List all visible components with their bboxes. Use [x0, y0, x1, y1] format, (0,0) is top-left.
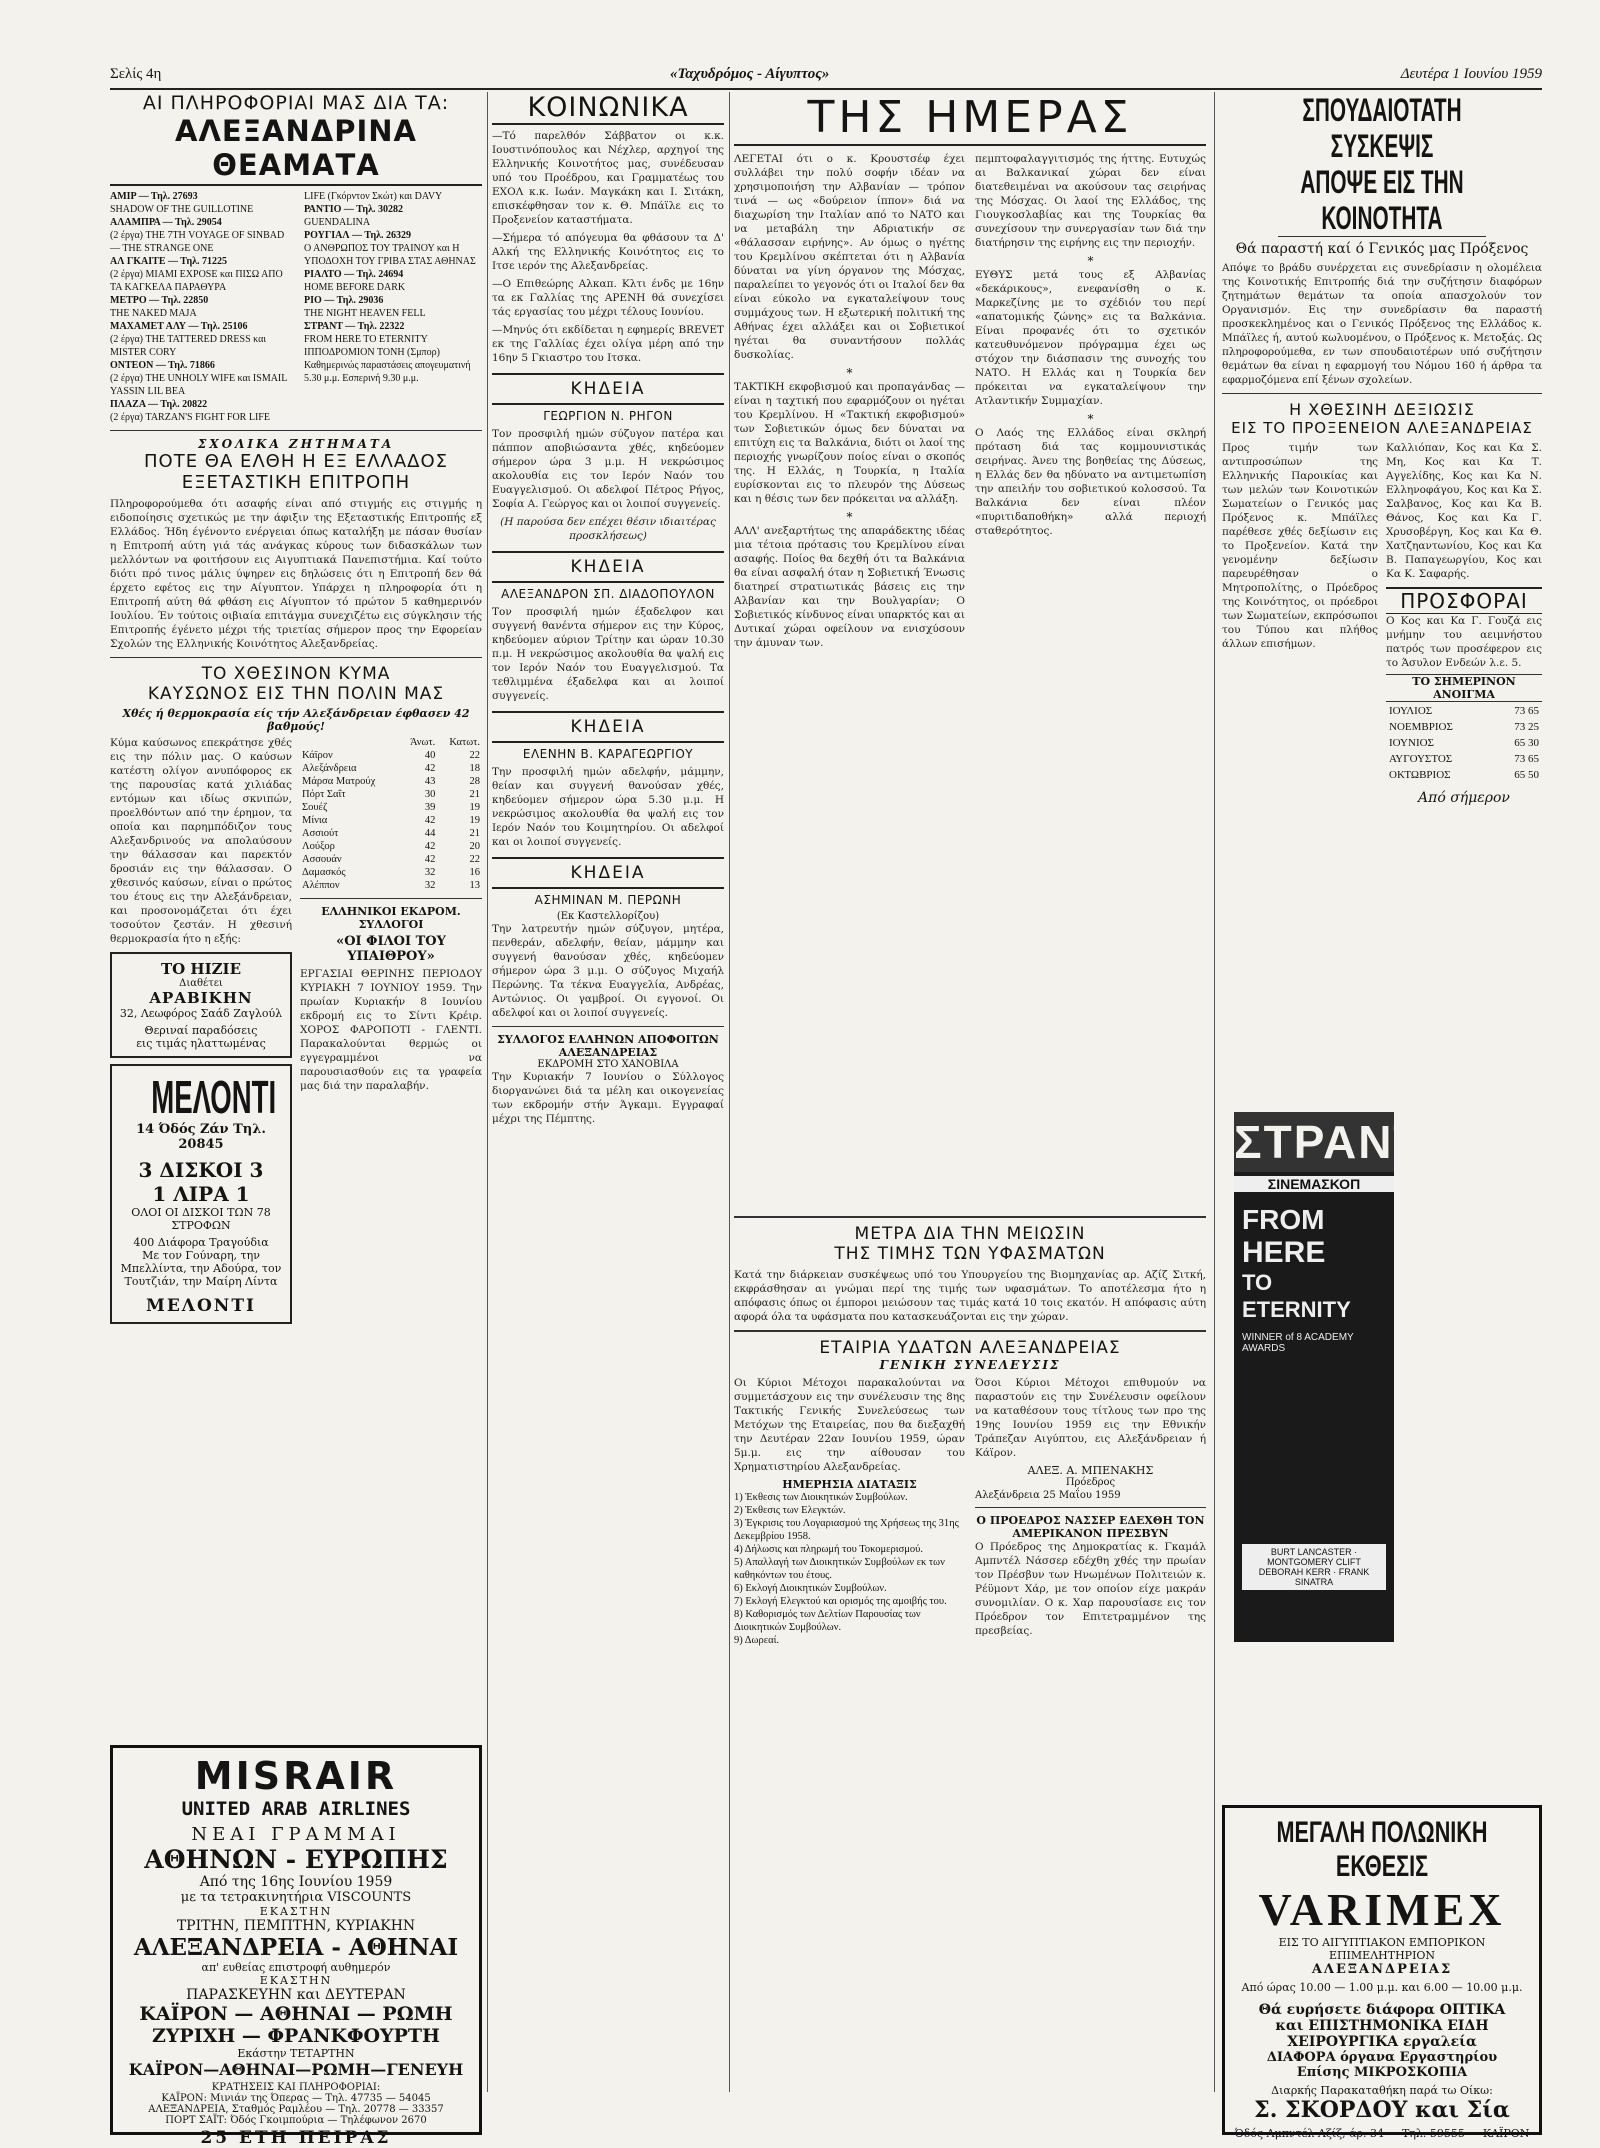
temperature-cell: Αλεξάνδρεια: [302, 763, 357, 774]
paper-name: «Ταχυδρόμος - Αίγυπτος»: [670, 66, 830, 82]
agenda-item: 4) Δήλωσις και πληρωμή του Τοκομερισμού.: [734, 1544, 923, 1555]
day-article: Ο Λαός της Ελλάδος είναι σκληρή πρόταση διά τας κομμουνιστικάς σειρήνας. Άνευ της βοηθείας της Δύσεως, η Ελλάς δεν θα ηδύνατο να αντιμετωπίση την απειλήν του σοβιετικού κολοσσού. Τα Βαλκάνια δεν είναι πλέον «πυριτιδαποθήκη» αλλά περιοχή σταθερότητος.: [975, 427, 1206, 537]
textile-article: Κατά την διάρκειαν συσκέψεως υπό του Υπουργείου της Βιομηχανίας αρ. Αζίζ Σιτκή, εκφράσθησαν αι γνώμαι περί της τιμής των υφασμάτων. Το αποτέλεσμα ήτο η απόφασις όπως οι έμποροι μειώσουν τας τιμάς κατά 10 τοις εκατόν. Η απόφασις αύτη αφορά όλα τα υφάσματα που κατασκευάζονται εις την χώραν.: [734, 1269, 1206, 1323]
temperature-header: Άνωτ.: [410, 737, 436, 748]
cinema-entry: ΑΜΙΡ — Τηλ. 27693: [110, 191, 198, 202]
cinema-entry: ΟΝΤΕΟΝ — Τηλ. 71866: [110, 360, 215, 371]
cotton-cell: ΙΟΥΝΙΟΣ: [1389, 737, 1434, 749]
temperature-row: [300, 840, 482, 853]
cotton-row: [1388, 704, 1540, 718]
reception-title-2: ΕΙΣ ΤΟ ΠΡΟΞΕΝΕΙΟΝ ΑΛΕΞΑΝΔΡΕΙΑΣ: [1231, 419, 1533, 437]
funeral-name: ΑΣΗΜΙΝΑΝ Μ. ΠΕΡΩΝΗ: [534, 893, 682, 907]
temperature-row: [300, 801, 482, 814]
heatwave-article: Κύμα καύσωνος επεκράτησε χθές εις την πόλιν μας. Ο καύσων κατέστη ολίγον ανυπόφορος εκ της παρουσίας κατά χιλιάδας εντόμων και ιδίως σκνιπών, προελθόντων από την έρημον, τα οποία και παρημπόδιζον τους Αλεξανδρινούς να απολαύσουν την θάλασσαν και παρεκτόν δροσιάν εις την θάλασσαν. Ο χθεσινός καύσων, είναι ο πρώτος του έτους εις την Αλεξάνδρειαν, και προσονομάζεται ότι έχει τοσούτον ζεστάν. Η χθεσινή θερμοκρασία ήτο η εξής:: [110, 737, 292, 945]
agenda-title: ΗΜΕΡΗΣΙΑ ΔΙΑΤΑΞΙΣ: [782, 1478, 917, 1491]
funeral-text: Την προσφιλή ημών αδελφήν, μάμμην, θείαν και συγγενή θανούσαν χθές, κηδεύομεν σήμερον ώρα 5.30 μ.μ. Η νεκρώσιμος ακολουθία θα ψαλή εις τον Ιερόν Ναόν του Κοιμητηρίου. Οι αδελφοί και οι λοιποί συγγενείς.: [492, 766, 724, 848]
social-item: —Μηνύς ότι εκδίδεται η εφημερίς BREVET εκ της Γαλλίας έχει ολίγα μέρη από την 16ην 5 Γκιαστρο του Ιτσκα.: [492, 324, 724, 364]
cinema-entry: Καθημερινώς παραστάσεις απογευματινή 5.30 μ.μ. Εσπερινή 9.30 μ.μ.: [304, 360, 471, 384]
agenda-item: 6) Εκλογή Διοικητικών Συμβούλων.: [734, 1583, 887, 1594]
textile-title-2: ΤΗΣ ΤΙΜΗΣ ΤΩΝ ΥΦΑΣΜΑΤΩΝ: [834, 1244, 1106, 1264]
agenda-item: 3) Έγκρισις του Λογαριασμού της Χρήσεως της 31ης Δεκεμβρίου 1958.: [734, 1518, 959, 1542]
cinema-listings: [110, 190, 482, 424]
school-article: Πληροφορούμεθα ότι ασαφής είναι από στιγμής εις στιγμής η ειδοποίησις σχετικώς με την άφιξιν της Εξεταστικής Επιτροπής εξ Ελλάδος. Ήδη έγένοντο ενέργειαι όπως καταλήξη με πάσαν θυσίαν η Επιτροπή αύτη γιά τάς ανάγκας κύρους των διδασκάλων των μελλόντων να φοιτήσουν εις Αιγυπτιακά Πανεπιστήμια. Καί τούτο διότι πρό τινος μάλις ύψηρεν εις δηλώσεις ότι η Επιτροπή δεν θά έρχετο εφέτος εις την Αίγυπτον. Υπάρχει η πληροφορία ότι η Επιτροπή αύτη θά φθάση εις Αίγυπτον τό πρώτον 5 καθημερινόν Ιουλίου. Έν τούτοις οιβιαία επιτάγμα συνεχιζέτω εις σύγκλησιν τής Επιτροπής έγένετο μέχρι τής τριετίας σήμερον προς την Εφορείαν Σχολών της Ελληνικής Κοινότητος Αλεξανδρείας.: [110, 498, 482, 650]
temperature-cell: Μίνια: [302, 815, 328, 826]
offerings-title: ΠΡΟΣΦΟΡΑΙ: [1386, 587, 1542, 614]
offerings-text: Ο Κος και Κα Γ. Γουζά εις μνήμην του αειμνήστου πατρός των προσέφερον εις το Άσυλον Ενδεών λ.ε. 5.: [1386, 615, 1542, 669]
textile-title: ΜΕΤΡΑ ΔΙΑ ΤΗΝ ΜΕΙΩΣΙΝ: [854, 1224, 1086, 1244]
temperature-row: [300, 775, 482, 788]
temperature-cell: Ασσουάν: [302, 854, 342, 865]
cinema-entry: (2 έργα) TARZAN'S FIGHT FOR LIFE: [110, 412, 270, 423]
temperature-cell: 32: [424, 880, 436, 891]
reception-list: Καλλιόπαν, Κος και Κα Σ. Μη, Κος και Κα Τ. Αγγελίδης, Κος και Κα Ν. Ελληνοφάγου, Κος και Κα Σ. Σαλβανος, Κος και Κα Β. Θάνος, Κος και Κα Γ. Χρυσοβέργη, Κος και Κα Θ. Χατζηαντωνίου, Κος και Κα Β. Παπαγεωργίου, Κος και Κα Κ. Σαφαρής.: [1386, 442, 1542, 580]
temperature-cell: 40: [424, 750, 436, 761]
social-title: ΚΟΙΝΩΝΙΚΑ: [492, 92, 724, 125]
temperature-row: [300, 788, 482, 801]
cinema-entry: ΠΛΑΖΑ — Τηλ. 20822: [110, 399, 208, 410]
temperature-cell: 19: [469, 802, 480, 813]
cotton-cell: 73 65: [1514, 753, 1539, 765]
cotton-row: [1388, 752, 1540, 766]
temperature-cell: 16: [469, 867, 480, 878]
cinema-entry: ΣΤΡΑΝΤ — Τηλ. 22322: [304, 321, 405, 332]
temperature-cell: 22: [469, 750, 480, 761]
cotton-cell: ΟΚΤΩΒΡΙΟΣ: [1389, 769, 1451, 781]
temperature-cell: 18: [469, 763, 480, 774]
water-sub: ΓΕΝΙΚΗ ΣΥΝΕΛΕΥΣΙΣ: [879, 1358, 1061, 1372]
ad-misrair: MISRAIR UNITED ARAB AIRLINES ΝΕΑΙ ΓΡΑΜΜΑΙ ΑΘΗΝΩΝ - ΕΥΡΩΠΗΣ Από της 16ης Ιουνίου 1959 με τα τετρακινητήρια VISCOUNTS ΕΚΑΣΤΗΝ ΤΡΙΤΗΝ, ΠΕΜΠΤΗΝ, ΚΥΡΙΑΚΗΝ ΑΛΕΞΑΝΔΡΕΙΑ - ΑΘΗΝΑΙ απ' ευθείας επιστροφή αυθημερόν ΕΚΑΣΤΗΝ ΠΑΡΑΣΚΕΥΗΝ και ΔΕΥΤΕΡΑΝ ΚΑΪΡΟΝ — ΑΘΗΝΑΙ — ΡΩΜΗ ΖΥΡΙΧΗ — ΦΡΑΝΚΦΟΥΡΤΗ Εκάστην ΤΕΤΑΡΤΗΝ ΚΑΪΡΟΝ—ΑΘΗΝΑΙ—ΡΩΜΗ—ΓΕΝΕΥΗ ΚΡΑΤΗΣΕΙΣ ΚΑΙ ΠΛΗΡΟΦΟΡΙΑΙ: ΚΑΪΡΟΝ: Μινιάν της Όπερας — Τηλ. 47735 — 54045 ΑΛΕΞΑΝΔΡΕΙΑ, Σταθμός Ραμλέου — Τηλ. 20778 — 33357 ΠΟΡΤ ΣΑΪΤ: Όδός Γκοιμπούρια — Τηλέφωνον 2670 25 ΕΤΗ ΠΕΙΡΑΣ: [110, 1745, 482, 2135]
temperature-cell: 44: [424, 828, 436, 839]
alumni-text: Την Κυριακήν 7 Ιουνίου ο Σύλλογος διοργανώνει διά τα μέλη και οικογενείας των εκδρομήν στήν Άγκαμι. Εγγραφαί μέχρι της Πέμπτης.: [492, 1071, 724, 1125]
cinema-entry: ΡΙΑΛΤΟ — Τηλ. 24694: [304, 269, 404, 280]
page-number: Σελίς 4η: [110, 66, 162, 82]
cotton-table: [1386, 702, 1542, 784]
ad-varimex: ΜΕΓΑΛΗ ΠΟΛΩΝΙΚΗ ΕΚΘΕΣΙΣ VARIMEX ΕΙΣ ΤΟ ΑΙΓΥΠΤΙΑΚΟΝ ΕΜΠΟΡΙΚΟΝ ΕΠΙΜΕΛΗΤΗΡΙΟΝ ΑΛΕΞΑΝΔΡΕΙΑΣ Από ώρας 10.00 — 1.00 μ.μ. και 6.00 — 10.00 μ.μ. Θά ευρήσετε διάφορα ΟΠΤΙΚΑ και ΕΠΙΣΤΗΜΟΝΙΚΑ ΕΙΔΗ ΧΕΙΡΟΥΡΓΙΚΑ εργαλεία ΔΙΑΦΟΡΑ όργανα Εργαστηρίου Επίσης ΜΙΚΡΟΣΚΟΠΙΑ Διαρκής Παρακαταθήκη παρά τω Οίκω: Σ. ΣΚΟΡΔΟΥ και Σία Όδός Αμπντέλ Αζίζ, άρ. 34 — Τηλ. 59555 — ΚΑΪΡΟΝ: [1222, 1805, 1542, 2135]
temperature-row: [300, 866, 482, 879]
ad-meloni: ΜΕΛΟΝΤΙ 14 Όδός Ζάν Τηλ. 20845 3 ΔΙΣΚΟΙ 3 1 ΛΙΡΑ 1 ΟΛΟΙ ΟΙ ΔΙΣΚΟΙ ΤΩΝ 78 ΣΤΡΟΦΩΝ 400 Διάφορα Τραγούδια Με τον Γούναρη, την Μπελλίντα, την Αδούρα, τον Τουτζιάν, την Μαίρη Λίντα ΜΕΛΟΝΤΙ: [110, 1064, 292, 1324]
cinema-list-right: [304, 190, 490, 424]
clubs-article: ΕΡΓΑΣΙΑΙ ΘΕΡΙΝΗΣ ΠΕΡΙΟΔΟΥ ΚΥΡΙΑΚΗ 7 ΙΟΥΝΙΟΥ 1959. Την πρωίαν Κυριακήν 8 Ιουνίου εκδρομή εις το Σίντι Κρέιρ. ΧΟΡΟΣ ΦΑΡΟΠΟΤΙ - ΓΛΕΝΤΙ. Παρακαλούνται θερμώς οι εγγεγραμμένοι να παρουσιασθούν εις τα γραφεία μας διά την παραλαβήν.: [300, 968, 482, 1092]
funeral-name: ΕΛΕΝΗΝ Β. ΚΑΡΑΓΕΩΡΓΙΟΥ: [522, 747, 694, 761]
social-item: —Σήμερα τό απόγευμα θα φθάσουν τα Δ' Αλκή της Ελληνικής Κοινότητος εις το Ιτσε ιερόν της Αλεξανδρείας.: [492, 232, 724, 272]
temperature-cell: 42: [424, 763, 436, 774]
clubs-title: ΕΛΛΗΝΙΚΟΙ ΕΚΔΡΟΜ. ΣΥΛΛΟΓΟΙ: [321, 905, 461, 931]
agenda-item: 1) Έκθεσις των Διοικητικών Συμβούλων.: [734, 1492, 908, 1503]
temperature-row: [300, 749, 482, 762]
temperature-cell: 13: [469, 880, 480, 891]
cinema-entry: FROM HERE TO ETERNITY: [304, 334, 428, 345]
agenda-item: 7) Εκλογή Ελεγκτού και ορισμός της αμοιβής του.: [734, 1596, 947, 1607]
temperature-cell: 42: [424, 854, 436, 865]
funeral-name: ΑΛΕΞΑΝΔΡΟΝ ΣΠ. ΔΙΑΔΟΠΟΥΛΟΝ: [501, 587, 715, 601]
agenda-item: 2) Έκθεσις των Ελεγκτών.: [734, 1505, 846, 1516]
social-item: —Ο Επιθεώρης Αλκαπ. Κλτι ένδς με 16ην τα εκ Γαλλίας της ΑΡΕΝΗ θά συνεχίσει τάς εργασίας του μέχρι τέλους Ιουνίου.: [492, 278, 724, 318]
temperature-cell: 21: [469, 789, 480, 800]
temperature-cell: Μάρσα Ματρούχ: [302, 776, 376, 787]
cotton-cell: ΑΥΓΟΥΣΤΟΣ: [1389, 753, 1453, 765]
temperature-row: [300, 814, 482, 827]
temperature-cell: Αλέππον: [302, 880, 340, 891]
column-rule: [1214, 92, 1215, 2092]
day-article: ΤΑΚΤΙΚΗ εκφοβισμού και προπαγάνδας — είναι η ταχτική που εφαρμόζουν οι ηγέται του Κρεμλίνου. Η «Τακτική εκφοβισμού» των Σοβιετικών όμως δεν δύναται να επιτύχη εις τα Βαλκάνια, διότι οι λαοί της περιοχής γνωρίζουν ποίος είναι ο σκοπός της. Η Ελλάς, η Τουρκία, η Ιταλία ευρίσκονται εις το πλευρόν της Δύσεως και η θέσις των δεν πρόκειται να αλλάξη.: [734, 381, 965, 505]
cinema-entry: THE NIGHT HEAVEN FELL: [304, 308, 426, 319]
temperature-cell: Πόρτ Σαΐτ: [302, 789, 346, 800]
water-notice: Όσοι Κύριοι Μέτοχοι επιθυμούν να παραστούν εις την Συνέλευσιν οφείλουν να καταθέσουν τους τίτλους των προ της 19ης Ιουνίου 1959 εις την Εθνικήν Τράπεζαν Αιγύπτου, εις Αλεξάνδρειαν ή Κάϊρον.: [975, 1377, 1206, 1459]
cinema-entry: HOME BEFORE DARK: [304, 282, 406, 293]
reception-title: Η ΧΘΕΣΙΝΗ ΔΕΞΙΩΣΙΣ: [1289, 400, 1475, 419]
temperature-cell: 21: [469, 828, 480, 839]
cinema-entry: ΡΟΥΓΙΑΛ — Τηλ. 26329: [304, 230, 412, 241]
ad-strand-film: ΣΤΡΑΝΤ ΣΙΝΕΜΑΣΚΟΠ FROM HERE TO ETERNITY WINNER of 8 ACADEMY AWARDS BURT LANCASTER · MONTGOMERY CLIFT DEBORAH KERR · FRANK SINATRA: [1234, 1112, 1394, 1642]
temperature-cell: 20: [469, 841, 480, 852]
cotton-cell: 65 30: [1514, 737, 1539, 749]
day-article: πεμπτοφαλαγγιτισμός της ήττης. Ευτυχώς αι Βαλκανικαί χώραι δεν είναι διατεθειμέναι να ακούσουν τας σειρήνας της Μόσχας. Οι λαοί της Ελλάδος, της Γιουγκοσλαβίας και της Τουρκίας θα συνεχίσουν την συνεργασίαν των διά την διατήρησιν της ειρήνης εις την περιοχήν.: [975, 153, 1206, 249]
school-title: ΠΟΤΕ ΘΑ ΕΛΘΗ Η ΕΞ ΕΛΛΑΔΟΣ: [144, 451, 448, 472]
cotton-cell: 73 25: [1514, 721, 1539, 733]
cinema-entry: GUENDALINA: [304, 217, 371, 228]
funeral-sub: (Εκ Καστελλορίζου): [556, 911, 660, 922]
temperature-cell: 19: [469, 815, 480, 826]
day-header: ΤΗΣ ΗΜΕΡΑΣ: [734, 92, 1206, 146]
cinema-entry: SHADOW OF THE GUILLOTINE: [110, 204, 254, 215]
cotton-cell: ΝΟΕΜΒΡΙΟΣ: [1389, 721, 1453, 733]
column-of-the-day: ΤΗΣ ΗΜΕΡΑΣ ΛΕΓΕΤΑΙ ότι ο κ. Κρουστσέφ έχει συλλάβει την πολύ σοφήν ιδέαν να χρησιμοποιήση την Αλβανίαν — τρόπον τινά — ως «δούρειον ίππον» διά να διαχωρίση την Ιταλίαν από το ΝΑΤΟ και να μεταβάλη την Αδριατικήν σε «θάλασσαν ειρήνης». Αν όμως ο ηγέτης του Κρεμλίνου σκέπτεται ότι η Αλβανία δύναται να γίνη όργανον της Μόσχας, παραλείπει το γεγονός ότι οι Ιταλοί δεν θα είναι εύκολο να εγκαταλείψουν τους συμμάχους των. Η εξωτερική πολιτική της Αθήνας έχει αλλάξει και οι Σοβιετικοί ηγέται θα συναντήσουν πολλάς δυσκολίας. * ΤΑΚΤΙΚΗ εκφοβισμού και προπαγάνδας — είναι η ταχτική που εφαρμόζουν οι ηγέται του Κρεμλίνου. Η «Τακτική εκφοβισμού» των Σοβιετικών όμως δεν δύναται να επιτύχη εις τα Βαλκάνια, διότι οι λαοί της περιοχής γνωρίζουν ποίος είναι ο σκοπός της. Η Ελλάς, η Τουρκία, η Ιταλία ευρίσκονται εις το πλευρόν της Δύσεως και η θέσις των δεν πρόκειται να αλλάξη. * ΑΛΛ' ανεξαρτήτως της απαράδεκτης ιδέας μια τέτοια πρότασις του Κρεμλίνου είναι ασαφής. Ποίος θα δεχθή ότι τα Βαλκάνια θα είναι ασφαλή όταν η Σοβιετική Ένωσις διατηρεί στρατιωτικάς βάσεις εις την Αλβανίαν και την Βουλγαρίαν; Ο Σοβιετικός κίνδυνος είναι υπαρκτός και αι Δυτικαί χώραι οφείλουν να ενισχύσουν την άμυναν των. πεμπτοφαλαγγιτισμός της ήττης. Ευτυχώς αι Βαλκανικαί χώραι δεν είναι διατεθειμέναι να ακούσουν τας σειρήνας της Μόσχας. Οι λαοί της Ελλάδος, της Γιουγκοσλαβίας και της Τουρκίας θα συνεχίσουν την συνεργασίαν των διά την διατήρησιν της ειρήνης εις την περιοχήν. * ΕΥΘΥΣ μετά τους εξ Αλβανίας «δεκάρικους», ενεφανίσθη ο κ. Μαρκεζίνης με το σχέδιόν του περί «απατομικής ζώνης» εις τα Βαλκάνια. Είναι προφανές ότι το σχετικόν κατευθυνόμενον πρόγραμμα έχει ως στόχον την διάσπασιν της συνοχής του ΝΑΤΟ. Η Ελλάς και η Τουρκία δεν πρόκειται να εγκαταλείψουν την Ατλαντικήν Συμμαχίαν. * Ο Λαός της Ελλάδος είναι σκληρή πρόταση διά τας κομμουνιστικάς σειρήνας. Άνευ της βοηθείας της Δύσεως, η Ελλάς δεν θα ηδύνατο να αντιμετωπίση την απειλήν του σοβιετικού κολοσσού. Τα Βαλκάνια δεν είναι πλέον «πυριτιδαποθήκη» αλλά περιοχή σταθερότητος. ΜΕΤΡΑ ΔΙΑ ΤΗΝ ΜΕΙΩΣΙΝ ΤΗΣ ΤΙΜΗΣ ΤΩΝ ΥΦΑΣΜΑΤΩΝ Κατά την διάρκειαν συσκέψεως υπό του Υπουργείου της Βιομηχανίας αρ. Αζίζ Σιτκή, εκφράσθησαν αι γνώμαι περί της τιμής των υφασμάτων. Το αποτέλεσμα ήτο η απόφασις όπως οι έμποροι μειώσουν τας τιμάς κατά 10 τοις εκατόν. Η απόφασις αύτη αφορά όλα τα υφάσματα που κατασκευάζονται εις την χώραν. ΕΤΑΙΡΙΑ ΥΔΑΤΩΝ ΑΛΕΞΑΝΔΡΕΙΑΣ ΓΕΝΙΚΗ ΣΥΝΕΛΕΥΣΙΣ Οι Κύριοι Μέτοχοι παρακαλούνται να συμμετάσχουν εις την συνέλευσιν της 8ης Τακτικής Γενικής Συνελεύσεως των Μετόχων της Εταιρείας, που θα διεξαχθή την Δευτέραν 22αν Ιουνίου 1959, ώραν 5μ.μ. εις την αίθουσαν του Χρηματιστηρίου Αλεξανδρείας. ΗΜΕΡΗΣΙΑ ΔΙΑΤΑΞΙΣ 1) Έκθεσις των Διοικητικών Συμβούλων. 2) Έκθεσις των Ελεγκτών. 3) Έγκρισις του Λογαριασμού της Χρήσεως της 31ης Δεκεμβρίου 1958. 4) Δήλωσις και πληρωμή του Τοκομερισμού. 5) Απαλλαγή των Διοικητικών Συμβούλων εκ των καθηκόντων του έτους. 6) Εκλογή Διοικητικών Συμβούλων. 7) Εκλογή Ελεγκτού και ορισμός της αμοιβής του. 8) Καθορισμός των Δελτίων Παρουσίας των Διοικητικών Συμβούλων. 9) Δωρεαί. Όσοι Κύριοι Μέτοχοι επιθυμούν να παραστούν εις την Συνέλευσιν οφείλουν να καταθέσουν τους τίτλους των προ της 19ης Ιουνίου 1959 εις την Εθνικήν Τράπεζαν Αιγύπτου, εις Αλεξάνδρειαν ή Κάϊρον. ΑΛΕΞ. Α. ΜΠΕΝΑΚΗΣ Πρόεδρος Αλεξάνδρεια 25 Μαΐου 1959 Ο ΠΡΟΕΔΡΟΣ ΝΑΣΣΕΡ ΕΔΕΧΘΗ ΤΟΝ ΑΜΕΡΙΚΑΝΟΝ ΠΡΕΣΒΥΝ Ο Πρόεδρος της Δημοκρατίας κ. Γκαμάλ Αμπντέλ Νάσσερ εδέχθη χθές την πρωίαν τον Πρέσβυν των Ηνωμένων Πολιτειών κ. Ρέϋμοντ Χάρ, με τον οποίον είχε μακράν συνομιλίαν. Ο κ. Χαρ παρουσίασε εις τον Πρόεδρον τον Επιτετραμμένον της πρεσβείας.: [734, 92, 1206, 1646]
funeral-text: Την λατρευτήν ημών σύζυγον, μητέρα, πενθεράν, αδελφήν, θείαν, μάμμην και συγγενή θανούσαν χθές, κηδεύομεν σήμερον ώρα 3 μ.μ. Ο σύζυγος Μιχαήλ Περώνης. Τα τέκνα Ευαγγελία, Ανδρέας, Αντώνιος. Οι γαμβροί. Οι εγγονοί. Οι αδελφοί και οι λοιποί συγγενείς.: [492, 923, 724, 1019]
meeting-title: ΣΠΟΥΔΑΙΟΤΑΤΗ ΣΥΣΚΕΨΙΣ: [1302, 92, 1462, 164]
agenda-item: 5) Απαλλαγή των Διοικητικών Συμβούλων εκ των καθηκόντων του έτους.: [734, 1557, 945, 1581]
cotton-row: [1388, 736, 1540, 750]
funeral-title: ΚΗΔΕΙΑ: [492, 711, 724, 743]
heatwave-title: ΤΟ ΧΘΕΣΙΝΟΝ ΚΥΜΑ: [201, 664, 391, 684]
cotton-row: [1388, 720, 1540, 734]
column-entertainment: [110, 92, 482, 1752]
meeting-article: Απόψε το βράδυ συνέρχεται εις συνεδρίασιν η ολομέλεια της Κοινοτικής Επιτροπής διά την συζήτησιν διαφόρων ζητημάτων θεμάτων τα οποία απασχολούν τον Οργανισμόν. Εις την συνεδρίασιν θα παραστή προσκεκλημένος και ο Γενικός Πρόξενος της Ελλάδος κ. Μπάϊλες ή, αυτού κωλυομένου, ο Πρόξενος κ. Μετοξάς. Ως πληροφορούμεθα, εν των σπουδαιοτέρων υπό συζήτησιν θεμάτων θα είναι η εφαρμογή του Νόμου 160 ή άρθρα τα εφαρμοζόμενα επί ξένων σχολείων.: [1222, 262, 1542, 386]
heatwave-title-2: ΚΑΥΣΩΝΟΣ ΕΙΣ ΤΗΝ ΠΟΛΙΝ ΜΑΣ: [147, 684, 445, 704]
temperature-cell: 43: [424, 776, 436, 787]
funeral-title: ΚΗΔΕΙΑ: [492, 857, 724, 889]
cinema-entry: (2 έργα) THE UNHOLY WIFE και ISMAIL YASSIN LIL BEA: [110, 373, 288, 397]
meeting-title-2: ΑΠΟΨΕ ΕΙΣ ΤΗΝ ΚΟΙΝΟΤΗΤΑ: [1278, 164, 1486, 237]
temperature-table: [300, 736, 482, 892]
school-title-2: ΕΞΕΤΑΣΤΙΚΗ ΕΠΙΤΡΟΠΗ: [181, 472, 411, 493]
alumni-sub: ΕΚΔΡΟΜΗ ΣΤΟ ΧΑΝΟΒΙΛΑ: [537, 1059, 679, 1070]
cinema-entry: ΜΕΤΡΟ — Τηλ. 22850: [110, 295, 209, 306]
cinema-entry: ΑΛΑΜΠΡΑ — Τηλ. 29054: [110, 217, 222, 228]
funeral-text: Τον προσφιλή ημών έξαδελφον και συγγενή θανέντα σήμερον εις την Κύρος, κηδεύομεν αύριον Τρίτην και ώραν 10.30 π.μ. Η νεκρώσιμος ακολουθία θα ψαλή εις τον Ιερόν Ναόν του Ευαγγελισμού. Τα τεθλιμμένα έξαδελφα και αι λοιποί συγγενείς.: [492, 606, 724, 702]
column-social: [492, 92, 724, 1722]
cinema-entry: (2 έργα) THE TATTERED DRESS και MISTER CORY: [110, 334, 267, 358]
social-item: —Τό παρελθόν Σάββατον οι κ.κ. Ιουστινόπουλος και Νέχλερ, αρχηγοί της Ελληνικής Κοινοτήτος μας, συνέδευσαν υπό του Προέδρου, και Γραμματέως του ΕΧΟΛ κ.κ. Ιωάν. Μαγκάκη και Ι. Σιτάκη, επισκέφθησαν τον κ. Θ. Μπάϊλε εις το Προξενείον καταστήματα.: [492, 130, 724, 226]
agenda-list: [734, 1491, 965, 1647]
funeral-title: ΚΗΔΕΙΑ: [492, 551, 724, 583]
cinema-entry: (2 έργα) THE 7TH VOYAGE OF SINBAD — THE STRANGE ONE: [110, 230, 285, 254]
nasser-article: Ο Πρόεδρος της Δημοκρατίας κ. Γκαμάλ Αμπντέλ Νάσσερ εδέχθη χθές την πρωίαν τον Πρέσβυν των Ηνωμένων Πολιτειών κ. Ρέϋμοντ Χάρ, με τον οποίον είχε μακράν συνομιλίαν. Ο κ. Χαρ παρουσίασε εις τον Πρόεδρον τον Επιτετραμμένον της πρεσβείας.: [975, 1541, 1206, 1637]
temperature-cell: 42: [424, 815, 436, 826]
temperature-cell: Σουέζ: [302, 802, 328, 813]
cotton-cell: 65 50: [1514, 769, 1539, 781]
temperature-cell: Ασσιούτ: [302, 828, 339, 839]
cinema-entry: ΡΙΟ — Τηλ. 29036: [304, 295, 384, 306]
column-rule: [729, 92, 730, 2092]
cinema-entry: ΡΑΝΤΙΟ — Τηλ. 30282: [304, 204, 403, 215]
reception-article: Προς τιμήν των αντιπροσώπων της Ελληνικής Παροικίας και των μελών των Κοινοτικών Σωματείων ο Γενικός μας Πρόξενος κ. Μπάϊλες παρέθεσε χθές δεξίωσιν εις το Προξενείον. Κατά την γενομένην δεξίωσιν παρευρέθησαν ο Μητροπολίτης, ο Πρόεδρος της Κοινότητος, οι πρόεδροι των Σωματείων, εκπρόσωποι του Τύπου και πλήθος άλλων επισήμων.: [1222, 442, 1378, 650]
water-article: Οι Κύριοι Μέτοχοι παρακαλούνται να συμμετάσχουν εις την συνέλευσιν της 8ης Τακτικής Γενικής Συνελεύσεως των Μετόχων της Εταιρείας, που θα διεξαχθή την Δευτέραν 22αν Ιουνίου 1959, ώραν 5μ.μ. εις την αίθουσαν του Χρηματιστηρίου Αλεξανδρείας.: [734, 1377, 965, 1473]
temperature-row: [300, 853, 482, 866]
day-article: ΛΕΓΕΤΑΙ ότι ο κ. Κρουστσέφ έχει συλλάβει την πολύ σοφήν ιδέαν να χρησιμοποιήση την Αλβανίαν — τρόπον τινά — ως «δούρειον ίππον» διά να διαχωρίση την Ιταλίαν από το ΝΑΤΟ και να μεταβάλη την Αδριατικήν σε «θάλασσαν ειρήνης». Αν όμως ο ηγέτης του Κρεμλίνου σκέπτεται ότι η Αλβανία δύναται να γίνη όργανον της Μόσχας, παραλείπει το γεγονός ότι οι Ιταλοί δεν θα είναι εύκολο να εγκαταλείψουν τους συμμάχους των. Η εξωτερική πολιτική της Αθήνας έχει αλλάξει και οι Σοβιετικοί ηγέται θα συναντήσουν πολλάς δυσκολίας.: [734, 153, 965, 361]
agenda-item: 8) Καθορισμός των Δελτίων Παρουσίας των Διοικητικών Συμβούλων.: [734, 1609, 921, 1633]
school-kicker: ΣΧΟΛΙΚΑ ΖΗΤΗΜΑΤΑ: [197, 437, 395, 451]
cinema-entry: (2 έργα) MIAMI EXPOSE και ΠΙΣΩ ΑΠΟ ΤΑ ΚΑΓΚΕΛΑ ΠΑΡΑΘΥΡΑ: [110, 269, 283, 293]
masthead: [110, 66, 1542, 90]
water-signature: ΑΛΕΞ. Α. ΜΠΕΝΑΚΗΣ: [1027, 1464, 1154, 1477]
cotton-row: [1388, 768, 1540, 782]
cinema-entry: ΑΛ ΓΚΑΙΤΕ — Τηλ. 71225: [110, 256, 228, 267]
temperature-row: [300, 879, 482, 892]
day-article: ΕΥΘΥΣ μετά τους εξ Αλβανίας «δεκάρικους», ενεφανίσθη ο κ. Μαρκεζίνης με το σχέδιόν του περί «απατομικής ζώνης» εις τα Βαλκάνια. Είναι προφανές ότι το σχετικόν κατευθυνόμενον πρόγραμμα έχει ως στόχον την διάσπασιν της συνοχής του ΝΑΤΟ. Η Ελλάς και η Τουρκία δεν πρόκειται να εγκαταλείψουν την Ατλαντικήν Συμμαχίαν.: [975, 269, 1206, 407]
funeral-text: Τον προσφιλή ημών σύζυγον πατέρα και πάππον αποβιώσαντα χθές, κηδεύομεν σήμερον ώρα 3 μ.μ. Η νεκρώσιμος ακολουθία εις τον Ιερόν Ναόν του Ευαγγελισμού. Οι αδελφοί Πέτρος Ρήγος, Σοφία Α. Γεώργος και οι λοιποί συγγενείς.: [492, 428, 724, 510]
nasser-title: Ο ΠΡΟΕΔΡΟΣ ΝΑΣΣΕΡ ΕΔΕΧΘΗ ΤΟΝ ΑΜΕΡΙΚΑΝΟΝ ΠΡΕΣΒΥΝ: [976, 1514, 1205, 1540]
issue-date: Δευτέρα 1 Ιουνίου 1959: [1400, 66, 1542, 82]
temperature-row: [300, 827, 482, 840]
listings-title: ΑΛΕΞΑΝΔΡΙΝΑ ΘΕΑΜΑΤΑ: [110, 114, 482, 186]
from-today: Από σήμερον: [1418, 790, 1510, 806]
cotton-cell: 73 65: [1514, 705, 1539, 717]
cinema-entry: Ο ΑΝΘΡΩΠΟΣ ΤΟΥ ΤΡΑΙΝΟΥ και Η ΥΠΟΔΟΧΗ ΤΟΥ ΓΡΙΒΑ ΣΤΑΣ ΑΘΗΝΑΣ: [304, 243, 476, 267]
meeting-sub: Θά παραστή καί ό Γενικός μας Πρόξενος: [1235, 241, 1529, 257]
temperature-cell: 32: [424, 867, 436, 878]
temperature-cell: 42: [424, 841, 436, 852]
temperature-cell: 22: [469, 854, 480, 865]
day-article: ΑΛΛ' ανεξαρτήτως της απαράδεκτης ιδέας μια τέτοια πρότασις του Κρεμλίνου είναι ασαφής. Ποίος θα δεχθή ότι τα Βαλκάνια θα είναι ασφαλή όταν η Σοβιετική Ένωσις διατηρεί στρατιωτικάς βάσεις εις την Αλβανίαν και την Βουλγαρίαν; Ο Σοβιετικός κίνδυνος είναι υπαρκτός και αι Δυτικαί χώραι οφείλουν να ενισχύσουν την άμυναν των.: [734, 525, 965, 649]
cinema-entry: THE NAKED MAJA: [110, 308, 197, 319]
cotton-cell: ΙΟΥΛΙΟΣ: [1389, 705, 1433, 717]
temperature-header: Κατωτ.: [449, 737, 480, 748]
cinema-entry: LIFE (Γκόρντον Σκώτ) και DAVY: [304, 191, 443, 202]
temperature-row: [300, 762, 482, 775]
temperature-cell: Κάϊρον: [302, 750, 333, 761]
funeral-name: ΓΕΩΡΓΙΟΝ Ν. ΡΗΓΟΝ: [543, 409, 673, 423]
cinema-entry: ΙΠΠΟΔΡΟΜΙΟΝ ΤΟΝΗ (Σμπορ): [304, 347, 440, 358]
temperature-cell: Λούξορ: [302, 841, 335, 852]
temperature-header: [300, 736, 400, 749]
funeral-title: ΚΗΔΕΙΑ: [492, 373, 724, 405]
cotton-title: ΤΟ ΣΗΜΕΡΙΝΟΝ ΑΝΟΙΓΜΑ: [1386, 674, 1542, 702]
temperature-cell: Δαμασκός: [302, 867, 346, 878]
clubs-sub: «ΟΙ ΦΙΛΟΙ ΤΟΥ ΥΠΑΙΘΡΟΥ»: [336, 934, 446, 964]
temperature-cell: 28: [469, 776, 480, 787]
cinema-entry: ΜΑΧΑΜΕΤ ΑΛΥ — Τηλ. 25106: [110, 321, 248, 332]
heatwave-sub: Χθές ή θερμοκρασία είς τήν Αλεξάνδρειαν έφθασεν 42 βαθμούς!: [122, 707, 470, 733]
temperature-cell: 39: [424, 802, 436, 813]
water-title: ΕΤΑΙΡΙΑ ΥΔΑΤΩΝ ΑΛΕΞΑΝΔΡΕΙΑΣ: [819, 1338, 1121, 1358]
alumni-title: ΣΥΛΛΟΓΟΣ ΕΛΛΗΝΩΝ ΑΠΟΦΟΙΤΩΝ ΑΛΕΞΑΝΔΡΕΙΑΣ: [497, 1033, 719, 1059]
listings-kicker: ΑΙ ΠΛΗΡΟΦΟΡΙΑΙ ΜΑΣ ΔΙΑ ΤΑ:: [142, 92, 450, 114]
ad-hizie: ΤΟ ΗΙΖΙΕ Διαθέτει ΑΡΑΒΙΚΗΝ 32, Λεωφόρος Σαάδ Ζαγλούλ Θεριναί παραδόσεις εις τιμάς ηλαττωμένας: [110, 952, 292, 1058]
temperature-cell: 30: [424, 789, 436, 800]
agenda-item: 9) Δωρεαί.: [734, 1635, 780, 1646]
cinema-list-left: [110, 190, 296, 424]
funeral-note: (Η παρούσα δεν επέχει θέσιν ιδιαιτέρας προσκλήσεως): [500, 516, 716, 542]
